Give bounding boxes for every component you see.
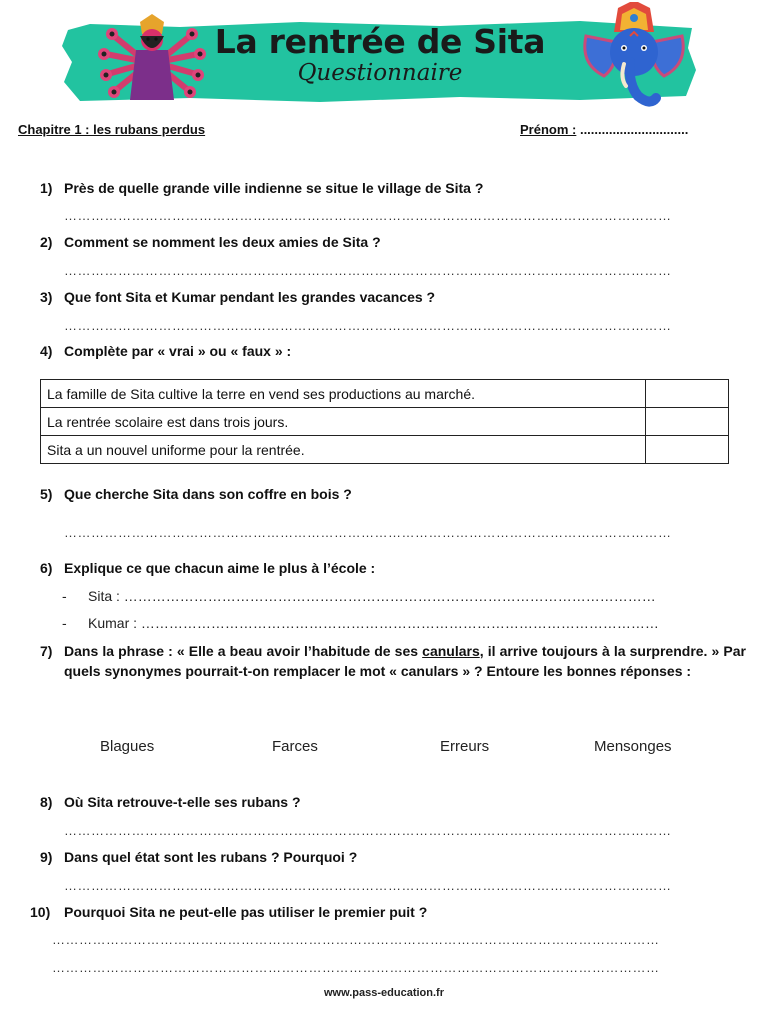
table-row [41,408,729,436]
question-number: 1) [40,180,53,196]
question-number: 9) [40,849,53,865]
question-number: 8) [40,794,53,810]
answer-line: ……………………………………………………………………………………………………………………… [52,932,660,947]
question-text: Que font Sita et Kumar pendant les grandes vacances ? [64,289,436,305]
choice-option[interactable]: Blagues [100,738,155,755]
question-text: Complète par « vrai » ou « faux » : [64,343,292,359]
question-10 [30,904,427,920]
answer-box[interactable] [646,408,729,436]
question-number: 5) [40,486,53,502]
question-1 [40,180,483,196]
choice-option[interactable]: Farces [272,738,318,755]
answer-line: ……………………………………………………………………………………………………………………… [64,823,672,838]
answer-box[interactable] [646,380,729,408]
question-8 [40,794,301,810]
question-number: 6) [40,560,53,576]
table-row [41,380,729,408]
question-text: Pourquoi Sita ne peut-elle pas utiliser le premier puit ? [64,904,428,920]
question-4 [40,343,291,359]
question-text-part: Dans la phrase : « Elle a beau avoir l’habitude de ses [64,643,423,659]
name-field [520,122,688,137]
question-7 [40,641,747,681]
question-text: Près de quelle grande ville indienne se situe le village de Sita ? [64,180,484,196]
statement-cell: La famille de Sita cultive la terre en vend ses productions au marché. [41,380,646,408]
answer-line: ……………………………………………………………………………………………………………………… [64,263,672,278]
answer-line: ……………………………………………………………………………………………………………………… [64,878,672,893]
sub-label: Sita : [88,588,124,604]
question-number: 3) [40,289,53,305]
underlined-word: canulars [422,643,480,659]
question-number: 2) [40,234,53,250]
question-text-part: , il arrive toujours à la surprendre. » Par quels synonymes pourrait-t-on remplacer le mot « canulars » ? Entoure les bonnes réponses : [64,643,747,679]
true-false-table [40,379,729,464]
question-number: 7) [40,643,53,659]
goddess-illustration [96,14,208,100]
answer-line: ……………………………………………………………………………………………………………………… [64,318,672,333]
question-text: Que cherche Sita dans son coffre en bois ? [64,486,352,502]
name-label: Prénom : [520,122,577,137]
chapter-heading: Chapitre 1 : les rubans perdus [18,122,206,137]
question-number: 10) [30,904,51,920]
ganesha-illustration [578,2,690,110]
answer-line: ……………………………………………………………………………………………………………………… [64,525,672,540]
question-2 [40,234,381,250]
answer-line: ………………………………………………………………………………………………… [140,615,659,631]
statement-cell: Sita a un nouvel uniforme pour la rentrée. [41,436,646,464]
table-row [41,436,729,464]
question-3 [40,289,435,305]
question-number: 4) [40,343,53,359]
question-6 [40,560,375,576]
page-subtitle: Questionnaire [297,60,463,86]
footer-url[interactable]: www.pass-education.fr [323,987,444,999]
page-title: La rentrée de Sita [214,22,546,61]
sub-answer-kumar [62,615,659,631]
bullet-dash: - [62,588,67,604]
question-9 [40,849,357,865]
choice-option[interactable]: Mensonges [594,738,672,755]
choice-option[interactable]: Erreurs [440,738,490,755]
bullet-dash: - [62,615,67,631]
question-5 [40,486,352,502]
question-text: Où Sita retrouve-t-elle ses rubans ? [64,794,301,810]
sub-label: Kumar : [88,615,141,631]
answer-line: ……………………………………………………………………………………………………………………… [52,960,660,975]
answer-box[interactable] [646,436,729,464]
name-blank: .............................. [576,122,689,137]
answer-line: …………………………………………………………………………………………………… [123,588,656,604]
answer-line: ……………………………………………………………………………………………………………………… [64,208,672,223]
question-text: Explique ce que chacun aime le plus à l’école : [64,560,376,576]
statement-cell: La rentrée scolaire est dans trois jours. [41,408,646,436]
question-text: Comment se nomment les deux amies de Sita ? [64,234,381,250]
question-text: Dans quel état sont les rubans ? Pourquoi ? [64,849,358,865]
sub-answer-sita [62,588,656,604]
